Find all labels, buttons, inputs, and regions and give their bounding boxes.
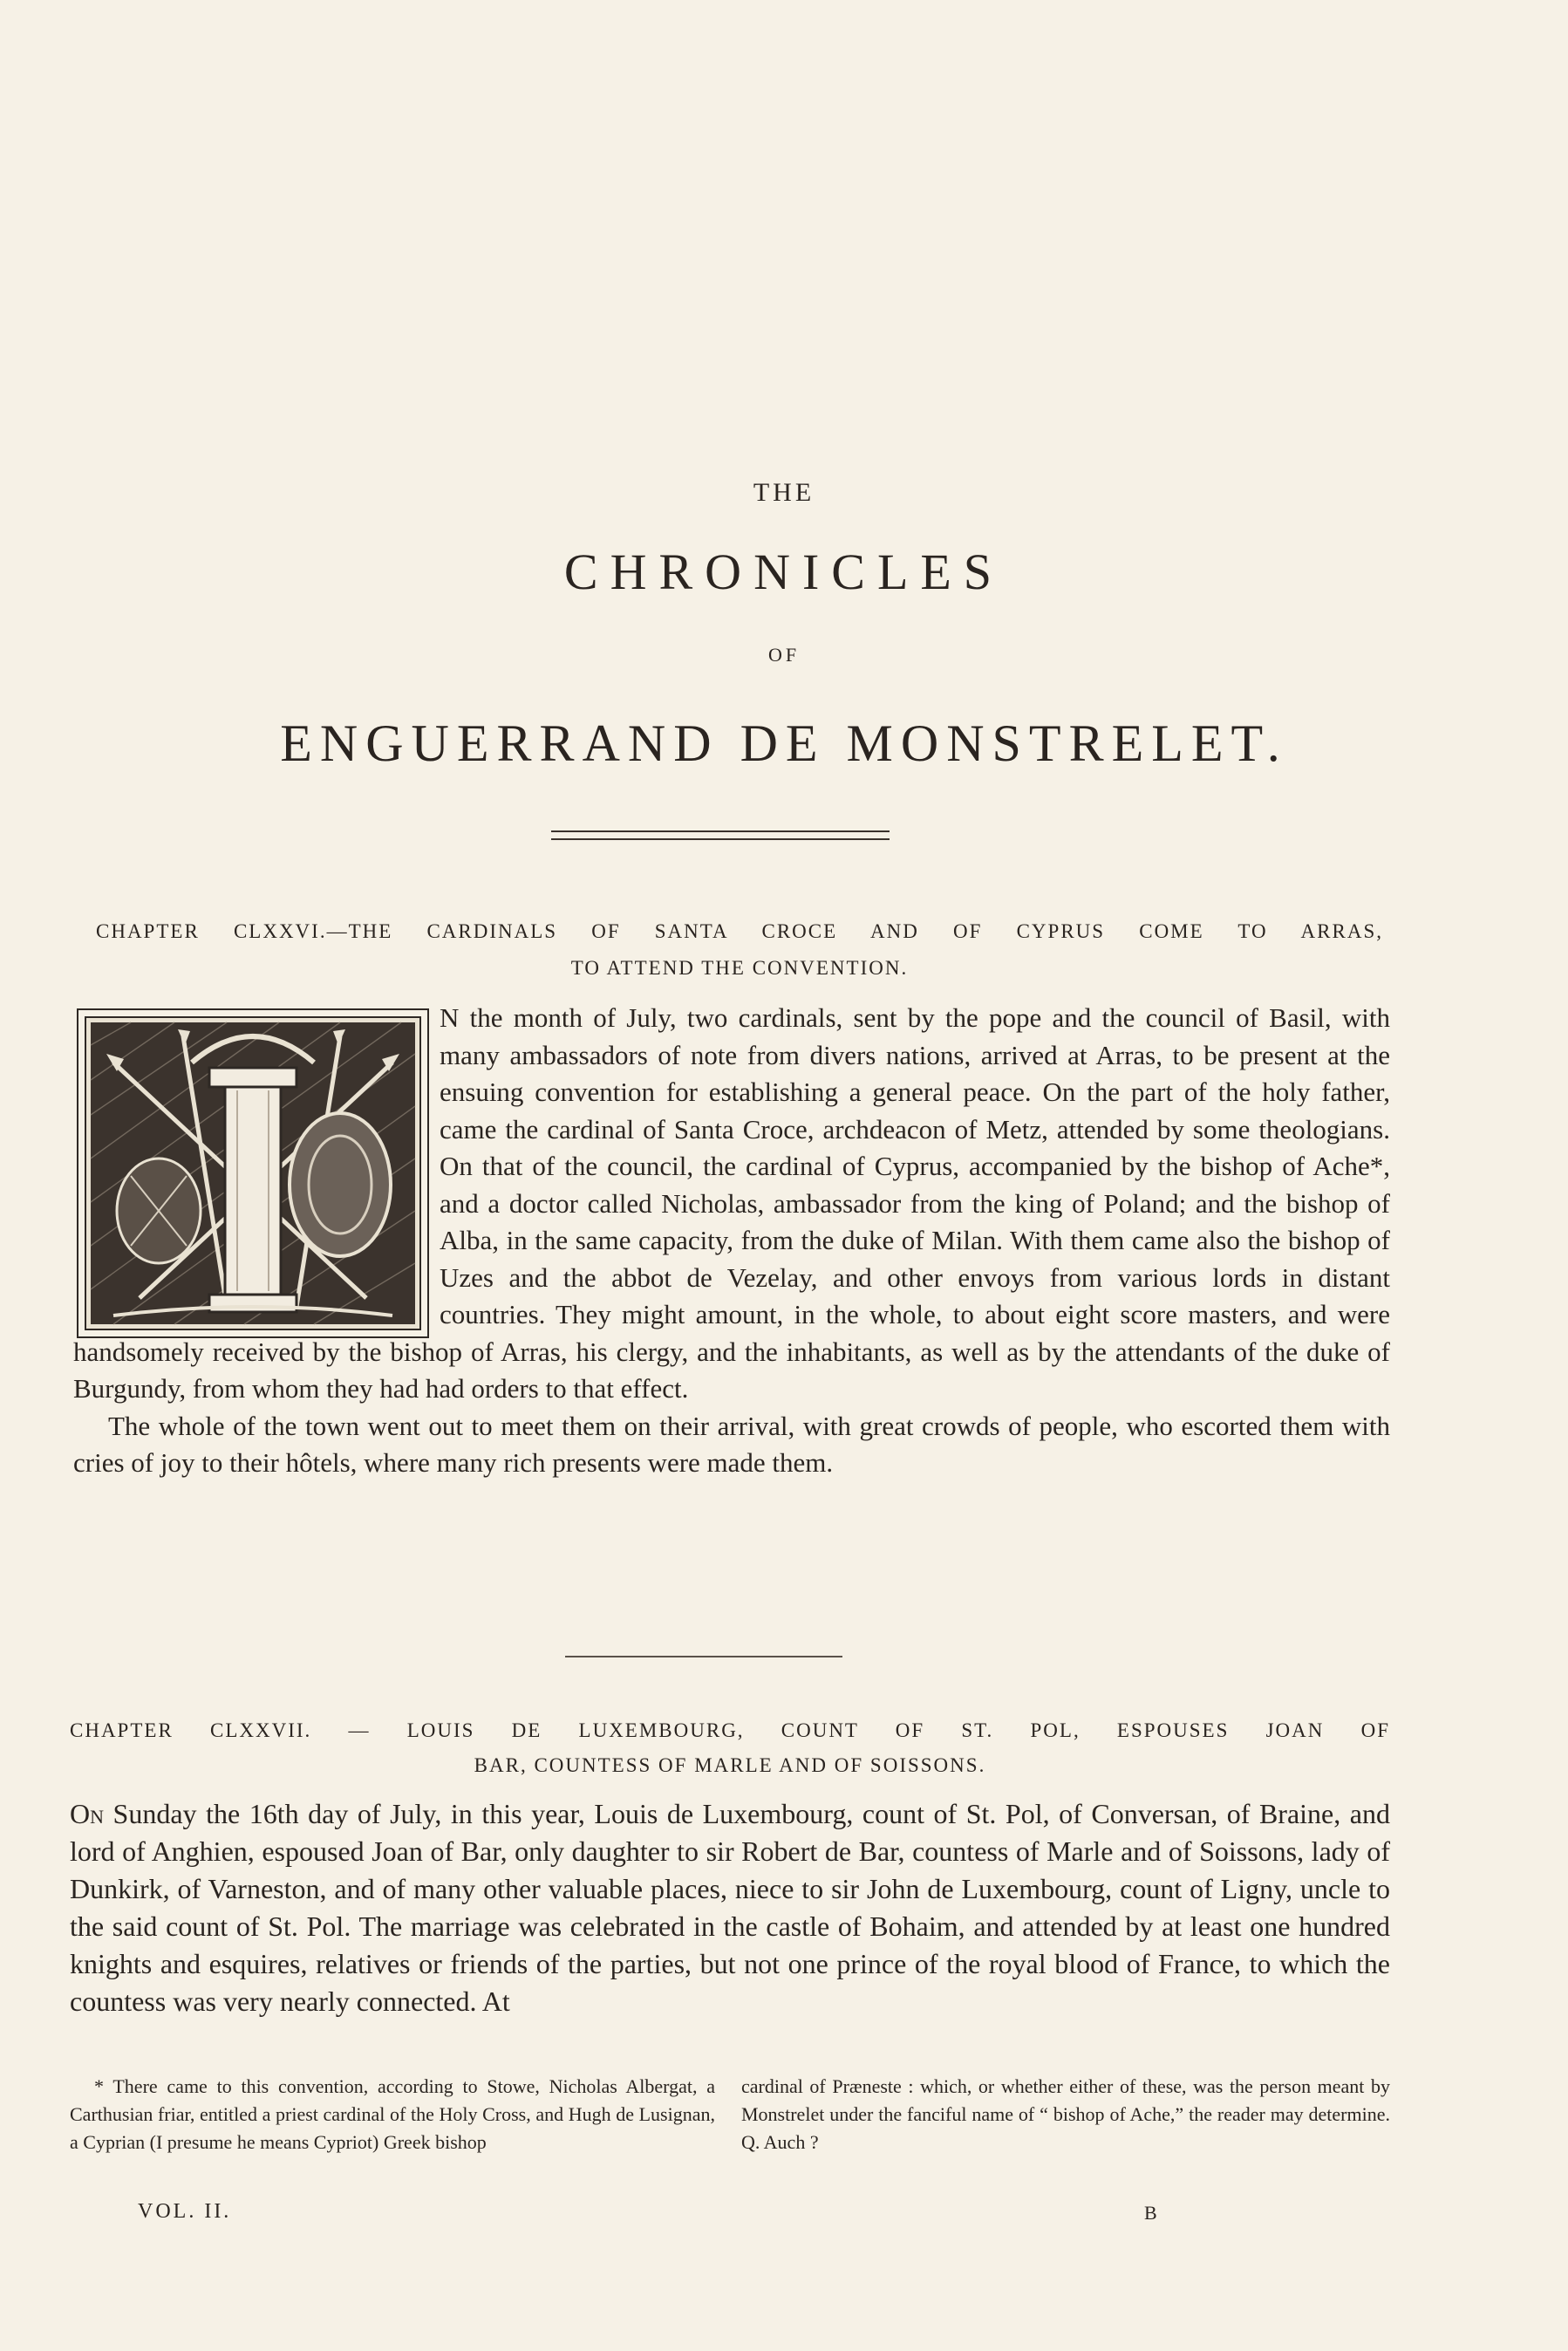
title-the: THE [753,478,815,507]
chapter-177-heading-line2: BAR, COUNTESS OF MARLE AND OF SOISSONS. [474,1754,986,1776]
volume-label: VOL. II. [138,2200,232,2223]
title-of: OF [767,644,801,666]
chapter-176-heading-line2: TO ATTEND THE CONVENTION. [570,957,909,979]
chapter-177-body [70,1795,1390,2020]
title-chronicles: CHRONICLES [563,543,1005,600]
footnote-col-2-text: cardinal of Præneste : which, or whether either of these, was the person meant by Monstrelet under the fanciful name of “ bishop of Ache,” the reader may determine. Q. Auch ? [741,2075,1390,2153]
title-double-rule [551,830,890,840]
chapter-177-para-1 [70,1795,1390,2020]
chapter-177-para-1-text: Sunday the 16th day of July, in this year, Louis de Luxembourg, count of St. Pol, of Conversan, of Braine, and lord of Anghien, espoused Joan of Bar, only daughter to sir Robert de Bar, countess of Marle and of Soissons, lady of Dunkirk, of Varneston, and of many other valuable places, niece to sir John de Luxembourg, count of Ligny, uncle to the said count of St. Pol. The marriage was celebrated in the castle of Bohaim, and attended by at least one hundred knights and esquires, relatives or friends of the parties, but not one prince of the royal blood of France, to which the countess was very nearly connected. At [70,1798,1390,2017]
footnote-col-2 [741,2073,1390,2156]
title-author: ENGUERRAND DE MONSTRELET. [280,714,1288,772]
chapter-176-heading-line1: CHAPTER CLXXVI.—THE CARDINALS OF SANTA CROCE AND OF CYPRUS COME TO ARRAS, [96,920,1383,942]
initial-spacer [73,1000,440,1329]
chapter-176-body [73,1000,1390,1482]
chapter-176-para-1: N the month of July, two cardinals, sent by the pope and the council of Basil, with many ambassadors of note from divers nations, arrived at Arras, to be present at the ensuing convention for establishing a general peace. On the part of the holy father, came the cardinal of Santa Croce, archdeacon of Metz, attended by some theologians. On that of the council, the cardinal of Cyprus, accompanied by the bishop of Ache*, and a doctor called Nicholas, ambassador from the king of Poland; and the bishop of Alba, in the same capacity, from the duke of Milan. With them came also the bishop of Uzes and the abbot de Vezelay, and other envoys from various lords in distant countries. They might amount, in the whole, to about eight score masters, and were handsomely received by the bishop of Arras, his clergy, and the inhabitants, as well as by the attendants of the duke of Burgundy, from whom they had had orders to that effect. [73,1002,1390,1404]
chapter-divider-rule [565,1656,842,1657]
signature-mark: B [1144,2202,1157,2224]
chapter-177-lead-word: On [70,1798,104,1829]
footnote-col-1-text: * There came to this convention, according to Stowe, Nicholas Albergat, a Carthusian friar, entitled a priest cardinal of the Holy Cross, and Hugh de Lusignan, a Cyprian (I presume he means Cypriot) Greek bishop [70,2075,715,2153]
chapter-176-para-2: The whole of the town went out to meet them on their arrival, with great crowds of people, who escorted them with cries of joy to their hôtels, where many rich presents were made them. [73,1410,1390,1478]
chapter-177-heading-line1: CHAPTER CLXXVII. — LOUIS DE LUXEMBOURG, COUNT OF ST. POL, ESPOUSES JOAN OF [70,1719,1390,1741]
footnote-col-1 [70,2073,715,2156]
